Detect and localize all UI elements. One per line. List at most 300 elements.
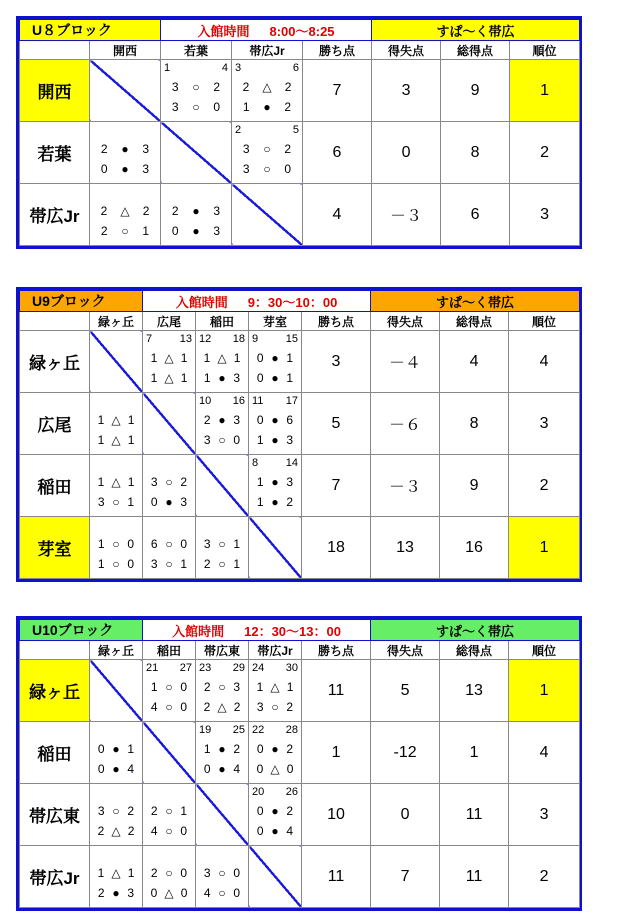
result-token: 2: [233, 742, 241, 756]
venue-name: すぱ～く帯広: [372, 20, 580, 41]
result-token: 4: [233, 762, 241, 776]
entry-time-value: 9：30～10：00: [247, 294, 338, 310]
result-line: [143, 472, 195, 492]
column-team: 稲田: [143, 641, 196, 660]
points: 10: [302, 784, 371, 846]
column-headers: [20, 41, 580, 60]
result-token: 2: [180, 475, 188, 489]
result-token: 1: [97, 475, 105, 489]
match-numbers: [199, 333, 245, 345]
result-token: ●: [271, 824, 279, 838]
column-stat: 得失点: [371, 312, 440, 331]
match-result: [249, 784, 302, 846]
result-token: 0: [213, 100, 221, 114]
result-token: ●: [112, 762, 120, 776]
column-team: 稲田: [196, 312, 249, 331]
team-name: 稲田: [20, 722, 90, 784]
goal-diff: 13: [371, 517, 440, 579]
result-token: 0: [180, 680, 188, 694]
self-match-cell: [249, 846, 302, 908]
result-line: [90, 863, 142, 883]
match-numbers: [199, 724, 245, 736]
standings-table: [19, 19, 580, 246]
result-token: △: [111, 475, 121, 489]
match-numbers: [146, 333, 192, 345]
match-result: [90, 184, 161, 246]
result-lines: [90, 410, 142, 450]
team-row: [20, 184, 580, 246]
result-line: [196, 677, 248, 697]
result-line: [161, 201, 231, 221]
result-lines: [196, 410, 248, 450]
result-token: 2: [284, 80, 292, 94]
result-token: 1: [180, 557, 188, 571]
column-stat: 順位: [510, 41, 580, 60]
rank: 2: [510, 122, 580, 184]
goal-diff: －３: [371, 455, 440, 517]
match-numbers: [164, 62, 228, 74]
match-result: [143, 784, 196, 846]
result-token: ●: [271, 495, 279, 509]
result-token: 1: [127, 475, 135, 489]
result-token: 4: [150, 700, 158, 714]
match-number: 29: [232, 662, 245, 674]
result-token: ●: [165, 495, 173, 509]
result-token: △: [111, 866, 121, 880]
result-token: 1: [233, 351, 241, 365]
match-numbers: [235, 62, 299, 74]
result-line: [143, 534, 195, 554]
result-token: ○: [112, 495, 120, 509]
result-line: [90, 201, 160, 221]
team-name: 緑ヶ丘: [20, 331, 90, 393]
column-stat: 総得点: [440, 641, 509, 660]
result-lines: [232, 77, 302, 117]
result-lines: [249, 677, 301, 717]
result-line: [143, 821, 195, 841]
result-token: 3: [286, 475, 294, 489]
result-line: [90, 534, 142, 554]
rank: 4: [509, 331, 580, 393]
match-result: [249, 393, 302, 455]
result-lines: [249, 739, 301, 779]
result-line: [161, 77, 231, 97]
self-match-cell: [196, 784, 249, 846]
result-token: 1: [127, 742, 135, 756]
result-token: 3: [150, 475, 158, 489]
result-token: 1: [180, 371, 188, 385]
result-line: [196, 554, 248, 574]
result-token: 3: [171, 100, 179, 114]
result-token: 2: [286, 804, 294, 818]
rank: 1: [510, 60, 580, 122]
standings-table: [19, 290, 580, 579]
column-team: 緑ヶ丘: [90, 641, 143, 660]
self-match-cell: [249, 517, 302, 579]
result-token: 0: [180, 886, 188, 900]
rank: 2: [509, 846, 580, 908]
result-lines: [196, 677, 248, 717]
result-token: 0: [97, 742, 105, 756]
self-match-cell: [90, 60, 161, 122]
result-token: 0: [127, 557, 135, 571]
block-u9: [16, 287, 582, 582]
team-name: 帯広Jr: [20, 184, 90, 246]
goals-for: 16: [440, 517, 509, 579]
rank: 3: [509, 784, 580, 846]
result-token: 3: [213, 224, 221, 238]
result-token: ●: [271, 371, 279, 385]
result-token: 0: [180, 537, 188, 551]
match-numbers: [146, 662, 192, 674]
result-lines: [90, 801, 142, 841]
result-token: 3: [286, 433, 294, 447]
result-token: 1: [256, 495, 264, 509]
match-number: 9: [252, 333, 259, 345]
match-result: [196, 517, 249, 579]
column-stat: 得失点: [371, 641, 440, 660]
result-line: [196, 883, 248, 903]
corner-cell: [20, 41, 90, 60]
result-lines: [249, 801, 301, 841]
result-lines: [143, 863, 195, 903]
result-token: ●: [271, 433, 279, 447]
result-token: 0: [127, 537, 135, 551]
column-team: 帯広Jr: [249, 641, 302, 660]
result-lines: [232, 139, 302, 179]
match-numbers: [252, 724, 298, 736]
goal-diff: －６: [371, 393, 440, 455]
result-token: 3: [127, 886, 135, 900]
goals-for: 11: [440, 846, 509, 908]
result-token: 2: [150, 804, 158, 818]
goals-for: 11: [440, 784, 509, 846]
result-line: [232, 139, 302, 159]
column-team: 緑ヶ丘: [90, 312, 143, 331]
result-token: 2: [100, 204, 108, 218]
match-number: 12: [199, 333, 212, 345]
result-token: 0: [233, 433, 241, 447]
result-token: 2: [286, 700, 294, 714]
result-token: 1: [142, 224, 150, 238]
result-token: 2: [203, 700, 211, 714]
team-row: [20, 331, 580, 393]
goal-diff: 5: [371, 660, 440, 722]
result-lines: [196, 534, 248, 574]
points: 11: [302, 846, 371, 908]
result-token: ○: [218, 866, 226, 880]
result-token: ○: [263, 142, 271, 156]
result-token: 0: [171, 224, 179, 238]
block-name: U８ブロック: [20, 20, 161, 41]
venue-name: すぱ～く帯広: [371, 620, 580, 641]
team-row: [20, 846, 580, 908]
result-token: 2: [97, 824, 105, 838]
result-lines: [161, 201, 231, 241]
result-token: ●: [192, 224, 200, 238]
column-stat: 順位: [509, 312, 580, 331]
match-result: [249, 455, 302, 517]
match-number: 19: [199, 724, 212, 736]
result-token: 0: [256, 804, 264, 818]
team-row: [20, 784, 580, 846]
result-token: 1: [256, 433, 264, 447]
result-token: 2: [203, 413, 211, 427]
corner-cell: [20, 641, 90, 660]
result-token: 3: [242, 162, 250, 176]
result-token: ○: [165, 700, 173, 714]
team-name: 開西: [20, 60, 90, 122]
goals-for: 8: [440, 393, 509, 455]
match-number: 17: [285, 395, 298, 407]
column-stat: 総得点: [441, 41, 510, 60]
team-row: [20, 517, 580, 579]
result-token: 3: [203, 433, 211, 447]
goal-diff: 7: [371, 846, 440, 908]
goals-for: 1: [440, 722, 509, 784]
result-line: [143, 677, 195, 697]
result-line: [90, 801, 142, 821]
match-number: 16: [232, 395, 245, 407]
self-match-cell: [161, 122, 232, 184]
match-numbers: [235, 124, 299, 136]
result-token: 2: [142, 204, 150, 218]
result-token: ●: [271, 351, 279, 365]
result-token: 0: [100, 162, 108, 176]
result-lines: [249, 472, 301, 512]
result-line: [161, 97, 231, 117]
result-line: [90, 739, 142, 759]
result-token: 6: [150, 537, 158, 551]
team-name: 芽室: [20, 517, 90, 579]
result-line: [143, 697, 195, 717]
self-match-cell: [143, 722, 196, 784]
result-token: 0: [256, 413, 264, 427]
result-token: ●: [271, 804, 279, 818]
points: 6: [303, 122, 372, 184]
result-lines: [249, 348, 301, 388]
result-token: ●: [121, 142, 129, 156]
result-token: 0: [203, 762, 211, 776]
result-line: [232, 97, 302, 117]
entry-label: 入館時間: [197, 23, 250, 39]
result-token: 2: [233, 700, 241, 714]
result-token: 1: [203, 742, 211, 756]
result-token: 3: [233, 413, 241, 427]
result-token: 1: [286, 371, 294, 385]
result-token: 0: [256, 762, 264, 776]
match-result: [143, 517, 196, 579]
block-header: [20, 20, 580, 41]
result-line: [249, 697, 301, 717]
result-line: [90, 472, 142, 492]
result-token: △: [120, 204, 130, 218]
result-line: [196, 348, 248, 368]
match-result: [196, 846, 249, 908]
self-match-cell: [232, 184, 303, 246]
points: 3: [302, 331, 371, 393]
match-numbers: [252, 395, 298, 407]
result-token: 1: [256, 475, 264, 489]
result-token: 2: [127, 804, 135, 818]
rank: 1: [509, 517, 580, 579]
match-number: 25: [232, 724, 245, 736]
result-token: ○: [192, 100, 200, 114]
column-stat: 勝ち点: [302, 312, 371, 331]
match-number: 2: [235, 124, 242, 136]
team-row: [20, 122, 580, 184]
match-numbers: [252, 662, 298, 674]
goal-diff: －４: [371, 331, 440, 393]
result-token: 0: [97, 762, 105, 776]
result-token: 1: [97, 433, 105, 447]
result-token: 1: [286, 351, 294, 365]
match-result: [90, 455, 143, 517]
result-token: ○: [263, 162, 271, 176]
goals-for: 8: [441, 122, 510, 184]
result-token: 4: [203, 886, 211, 900]
result-token: ●: [218, 413, 226, 427]
result-token: ●: [263, 100, 271, 114]
match-result: [161, 60, 232, 122]
result-token: △: [111, 413, 121, 427]
team-name: 緑ヶ丘: [20, 660, 90, 722]
result-token: ●: [192, 204, 200, 218]
result-line: [161, 221, 231, 241]
result-token: 4: [127, 762, 135, 776]
result-lines: [90, 139, 160, 179]
result-lines: [90, 201, 160, 241]
result-token: 1: [180, 804, 188, 818]
result-lines: [143, 801, 195, 841]
points: 18: [302, 517, 371, 579]
match-number: 3: [235, 62, 242, 74]
result-token: 1: [150, 351, 158, 365]
result-line: [196, 759, 248, 779]
result-line: [196, 368, 248, 388]
self-match-cell: [90, 331, 143, 393]
result-token: 1: [127, 433, 135, 447]
result-token: 1: [256, 680, 264, 694]
column-stat: 総得点: [440, 312, 509, 331]
result-line: [90, 883, 142, 903]
result-token: 3: [97, 495, 105, 509]
result-line: [196, 534, 248, 554]
goals-for: 13: [440, 660, 509, 722]
result-lines: [143, 677, 195, 717]
match-number: 18: [232, 333, 245, 345]
match-result: [196, 393, 249, 455]
result-token: 1: [97, 557, 105, 571]
result-line: [90, 430, 142, 450]
result-line: [196, 739, 248, 759]
result-line: [143, 554, 195, 574]
points: 1: [302, 722, 371, 784]
result-line: [90, 159, 160, 179]
result-line: [90, 492, 142, 512]
result-token: 0: [180, 700, 188, 714]
goal-diff: 3: [372, 60, 441, 122]
goals-for: 6: [441, 184, 510, 246]
match-number: 7: [146, 333, 153, 345]
match-number: 27: [179, 662, 192, 674]
result-token: ●: [218, 762, 226, 776]
match-numbers: [252, 786, 298, 798]
result-token: ○: [218, 537, 226, 551]
result-token: ○: [218, 680, 226, 694]
result-token: ●: [218, 742, 226, 756]
match-result: [90, 393, 143, 455]
result-token: ○: [218, 433, 226, 447]
match-result: [249, 722, 302, 784]
block-name: U10ブロック: [20, 620, 143, 641]
entry-label: 入館時間: [175, 294, 228, 310]
result-line: [90, 221, 160, 241]
result-token: 3: [150, 557, 158, 571]
goal-diff: -12: [371, 722, 440, 784]
result-token: △: [262, 80, 272, 94]
self-match-cell: [143, 393, 196, 455]
result-token: 0: [150, 495, 158, 509]
result-token: 4: [150, 824, 158, 838]
result-line: [143, 492, 195, 512]
result-token: 3: [203, 866, 211, 880]
result-lines: [90, 534, 142, 574]
entry-time-value: 12：30～13：00: [244, 623, 341, 639]
column-team: 芽室: [249, 312, 302, 331]
team-name: 稲田: [20, 455, 90, 517]
match-number: 14: [285, 457, 298, 469]
match-number: 30: [285, 662, 298, 674]
result-token: 2: [127, 824, 135, 838]
result-token: △: [111, 824, 121, 838]
result-token: ○: [112, 804, 120, 818]
result-token: 0: [233, 866, 241, 880]
result-token: ●: [271, 742, 279, 756]
result-token: 1: [97, 537, 105, 551]
result-lines: [90, 472, 142, 512]
match-numbers: [199, 395, 245, 407]
result-token: ○: [165, 824, 173, 838]
match-number: 11: [252, 395, 264, 407]
result-token: 3: [213, 204, 221, 218]
result-token: ○: [271, 700, 279, 714]
result-line: [196, 697, 248, 717]
result-token: 2: [242, 80, 250, 94]
match-number: 20: [252, 786, 265, 798]
result-lines: [90, 863, 142, 903]
column-team: 帯広東: [196, 641, 249, 660]
rank: 2: [509, 455, 580, 517]
result-token: ○: [121, 224, 129, 238]
match-number: 13: [179, 333, 192, 345]
result-line: [249, 821, 301, 841]
match-number: 15: [285, 333, 298, 345]
result-token: 1: [180, 351, 188, 365]
result-token: △: [164, 371, 174, 385]
result-line: [232, 77, 302, 97]
column-stat: 得失点: [372, 41, 441, 60]
result-line: [249, 348, 301, 368]
result-token: 2: [97, 886, 105, 900]
entry-time: [143, 291, 371, 312]
match-number: 24: [252, 662, 265, 674]
standings-table: [19, 619, 580, 908]
result-token: △: [164, 886, 174, 900]
match-number: 8: [252, 457, 259, 469]
result-lines: [196, 348, 248, 388]
goal-diff: －３: [372, 184, 441, 246]
